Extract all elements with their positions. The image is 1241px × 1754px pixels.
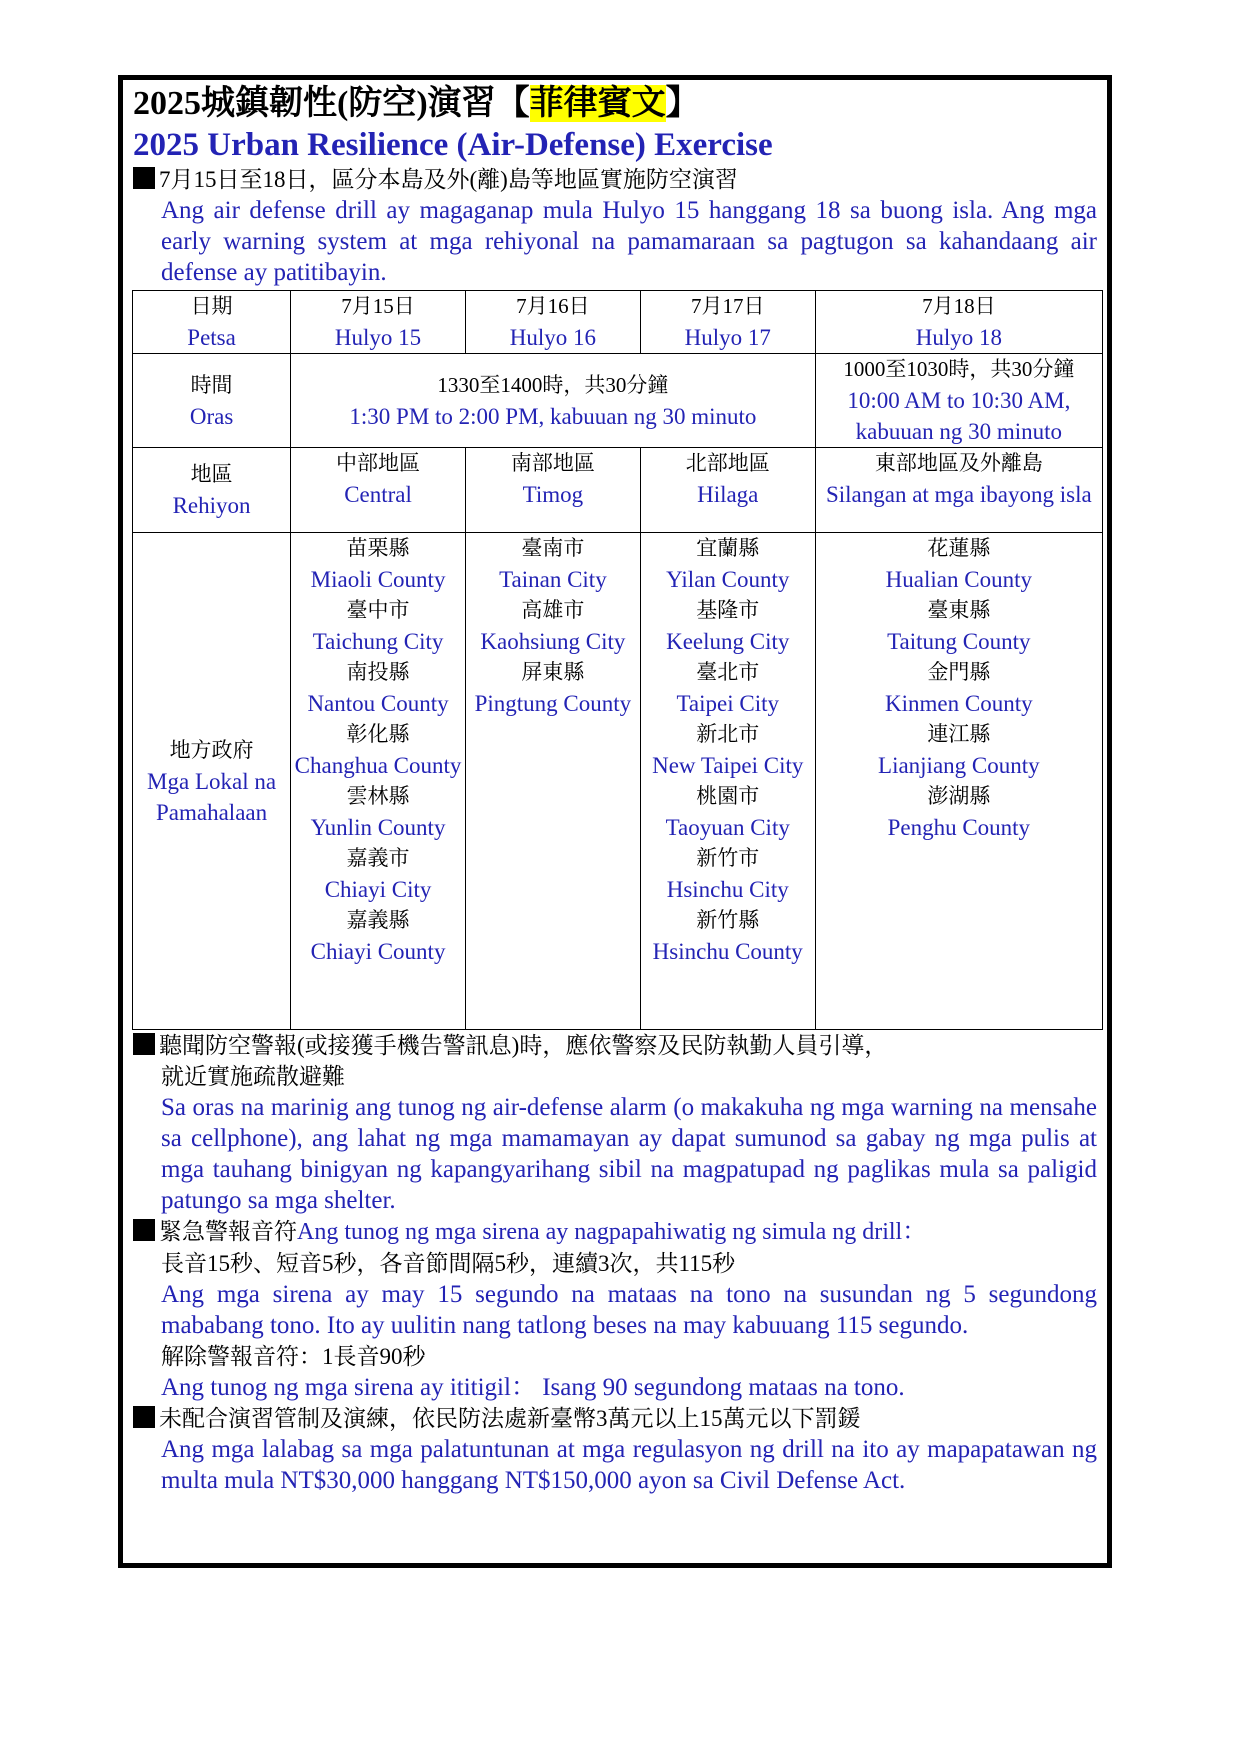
- time-cell-afternoon: 1330至1400時，共30分鐘 1:30 PM to 2:00 PM, kabuuan ng 30 minuto: [291, 354, 816, 448]
- schedule-table: [132, 290, 1103, 1030]
- date-cell: 7月17日 Hulyo 17: [640, 291, 815, 354]
- siren-detail-en: Ang mga sirena ay may 15 segundo na mataas na tono na susundan ng 5 segundong mababang tono. Ito ay uulitin nang tatlong beses na may kabuuang 115 segundo.: [161, 1281, 1097, 1339]
- intro-en: Ang air defense drill ay magaganap mula Hulyo 15 hanggang 18 sa buong isla. Ang mga early warning system at mga rehiyonal na pamamaraan sa pagtugon sa kahandaang air defense ay patitibayin.: [161, 197, 1097, 286]
- title-zh-suffix: 】: [665, 85, 700, 122]
- date-cell: 7月16日 Hulyo 16: [465, 291, 640, 354]
- gov-list-south: 臺南市 Tainan City 高雄市 Kaohsiung City 屏東縣 Pingtung County: [465, 533, 640, 1030]
- penalty-en: Ang mga lalabag sa mga palatuntunan at mga regulasyon ng drill na ito ay mapapatawan ng multa mula NT$30,000 hanggang NT$150,000 ayon sa Civil Defense Act.: [161, 1436, 1097, 1494]
- region-cell: 東部地區及外離島 Silangan at mga ibayong isla: [815, 448, 1102, 533]
- gov-list-central: 苗栗縣 Miaoli County 臺中市 Taichung City 南投縣 Nantou County 彰化縣 Changhua County 雲林縣 Yunlin County 嘉義市 Chiayi City 嘉義縣 Chiayi County: [291, 533, 466, 1030]
- document-body: [133, 82, 1097, 1496]
- alarm-zh-line2: 就近實施疏散避難: [161, 1064, 345, 1089]
- date-cell: 7月18日 Hulyo 18: [815, 291, 1102, 354]
- gov-list-east: 花蓮縣 Hualian County 臺東縣 Taitung County 金門縣 Kinmen County 連江縣 Lianjiang County 澎湖縣 Penghu County: [815, 533, 1102, 1030]
- gov-list-north: 宜蘭縣 Yilan County 基隆市 Keelung City 臺北市 Taipei City 新北市 New Taipei City 桃園市 Taoyuan City 新竹市 Hsinchu City 新竹縣 Hsinchu County: [640, 533, 815, 1030]
- region-cell: 南部地區 Timog: [465, 448, 640, 533]
- penalty-zh: 未配合演習管制及演練，依民防法處新臺幣3萬元以上15萬元以下罰鍰: [133, 1403, 1097, 1434]
- bullet-square-icon: [133, 1406, 155, 1428]
- document-frame: [118, 75, 1112, 1568]
- time-cell-morning: 1000至1030時，共30分鐘 10:00 AM to 10:30 AM, kabuuan ng 30 minuto: [815, 354, 1102, 448]
- region-label-cell: 地區 Rehiyon: [133, 448, 291, 533]
- gov-label-cell: 地方政府 Mga Lokal na Pamahalaan: [133, 533, 291, 1030]
- date-label-cell: 日期 Petsa: [133, 291, 291, 354]
- alarm-zh-line1: 聽聞防空警報(或接獲手機告警訊息)時，應依警察及民防執勤人員引導，: [133, 1030, 1097, 1061]
- title-english: 2025 Urban Resilience (Air-Defense) Exercise: [133, 127, 773, 163]
- siren-head-en: Ang tunog ng mga sirena ay nagpapahiwatig ng simula ng drill：: [297, 1219, 927, 1245]
- table-row-date: [133, 291, 1103, 354]
- region-cell: 中部地區 Central: [291, 448, 466, 533]
- bullet-square-icon: [133, 1033, 155, 1055]
- table-row-local-government: [133, 533, 1103, 1030]
- bullet-square-icon: [133, 1219, 155, 1241]
- bullet-square-icon: [133, 167, 155, 189]
- title-language-highlight: 菲律賓文: [529, 85, 666, 122]
- date-cell: 7月15日 Hulyo 15: [291, 291, 466, 354]
- siren-clear-en: Ang tunog ng mga sirena ay ititigil： Isang 90 segundong mataas na tono.: [161, 1374, 905, 1401]
- table-row-region: [133, 448, 1103, 533]
- title-chinese: [133, 82, 1097, 126]
- alarm-en: Sa oras na marinig ang tunog ng air-defense alarm (o makakuha ng mga warning na mensahe sa cellphone), ang lahat ng mga mamamayan ay dapat sumunod sa gabay ng mga pulis at mga tauhang binigyan ng kapangyarihang sibil na magpatupad ng paglikas mula sa paligid patungo sa mga shelter.: [161, 1094, 1097, 1214]
- table-row-time: [133, 354, 1103, 448]
- title-zh-prefix: 2025城鎮韌性(防空)演習【: [133, 85, 530, 122]
- siren-detail-zh: 長音15秒、短音5秒，各音節間隔5秒，連續3次，共115秒: [161, 1251, 736, 1276]
- region-cell: 北部地區 Hilaga: [640, 448, 815, 533]
- time-label-cell: 時間 Oras: [133, 354, 291, 448]
- intro-zh: 7月15日至18日，區分本島及外(離)島等地區實施防空演習: [133, 164, 1097, 195]
- siren-head: 緊急警報音符Ang tunog ng mga sirena ay nagpapahiwatig ng simula ng drill：: [133, 1216, 1097, 1248]
- siren-clear-zh: 解除警報音符：1長音90秒: [161, 1344, 426, 1369]
